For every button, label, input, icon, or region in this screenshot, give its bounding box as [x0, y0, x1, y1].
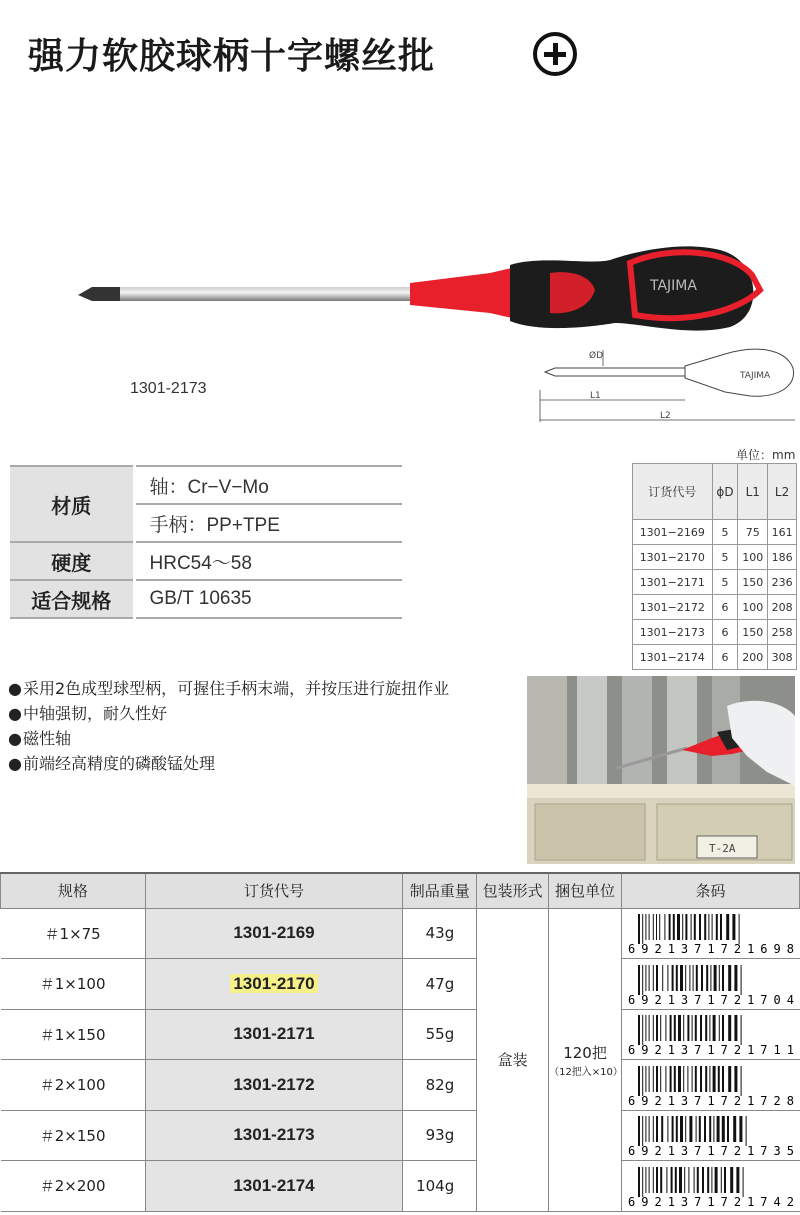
row-weight: 82g — [403, 1060, 477, 1111]
barcode-bar — [719, 1015, 720, 1041]
barcode-bar — [656, 1066, 658, 1092]
barcode-bar — [670, 1015, 672, 1041]
dim-d: 5 — [712, 570, 738, 595]
barcode-bar — [695, 1066, 697, 1092]
dim-header-d: ϕD — [712, 464, 738, 520]
barcode-bar — [687, 1066, 688, 1092]
unit-label: 单位：mm — [736, 448, 796, 462]
barcode-bar — [715, 1167, 718, 1193]
barcode-bar — [667, 1116, 668, 1142]
barcode-digits: 6921371721698 — [627, 942, 794, 957]
barcode-bar — [677, 914, 680, 940]
feature-list — [8, 676, 449, 776]
table-row — [1, 959, 800, 1010]
barcode-bar — [638, 1066, 640, 1096]
barcode-bar — [712, 914, 713, 940]
screwdriver-image — [70, 235, 770, 335]
barcode-digits: 6921371721711 — [627, 1043, 794, 1058]
barcode-bar — [739, 1116, 742, 1142]
barcode-bar — [714, 965, 717, 991]
packing-cell: 盒装 — [477, 908, 549, 1211]
drawing-brand-text: TAJIMA — [740, 371, 771, 381]
row-code: 1301-2173 — [145, 1110, 402, 1161]
row-barcode — [621, 1110, 799, 1161]
barcode-bar — [688, 1167, 689, 1193]
barcode-bar — [699, 1116, 701, 1142]
barcode-bar — [691, 914, 692, 940]
barcode-bar — [705, 1015, 707, 1041]
dim-row — [633, 520, 797, 545]
order-table — [0, 872, 800, 1212]
row-barcode — [621, 1060, 799, 1111]
barcode-bar — [659, 914, 660, 940]
dim-code: 1301−2169 — [633, 520, 713, 545]
dim-code: 1301−2171 — [633, 570, 713, 595]
barcode-bar — [678, 1066, 681, 1092]
barcode-bar — [727, 1116, 729, 1142]
barcode-bar — [704, 914, 706, 940]
barcode-bar — [656, 1167, 658, 1193]
scene-label-text: T-2A — [709, 842, 736, 855]
barcode-bar — [709, 1116, 711, 1142]
order-header-code: 订货代号 — [145, 873, 402, 908]
barcode-bar — [692, 1015, 693, 1041]
barcode-bar — [696, 1116, 697, 1142]
barcode-bar — [683, 1015, 684, 1041]
barcode-bar — [645, 1015, 646, 1041]
barcode-bar — [704, 1116, 706, 1142]
barcode-bar — [701, 965, 703, 991]
standard-label: 适合规格 — [10, 580, 134, 618]
barcode-bar — [638, 914, 640, 944]
barcode-bar — [722, 1015, 724, 1041]
barcode-bar — [685, 965, 686, 991]
row-weight: 93g — [403, 1110, 477, 1161]
barcode-bar — [675, 1167, 677, 1193]
barcode-bar — [660, 1167, 662, 1193]
barcode-bar — [676, 1116, 678, 1142]
row-code: 1301-2171 — [145, 1009, 402, 1060]
dim-l2: 208 — [768, 595, 797, 620]
page-title: 强力软胶球柄十字螺丝批 — [28, 36, 436, 77]
barcode-bar — [642, 1015, 643, 1045]
dim-row — [633, 545, 797, 570]
barcode-bar — [713, 1015, 716, 1041]
hardness-value: HRC54～58 — [134, 542, 402, 580]
barcode-bar — [693, 965, 694, 991]
barcode-bar — [713, 1116, 714, 1142]
barcode-bar — [694, 914, 696, 940]
barcode-bar — [687, 1015, 689, 1041]
dim-code: 1301−2174 — [633, 645, 713, 670]
row-barcode — [621, 908, 799, 959]
bundle-cell — [549, 908, 622, 1211]
barcode-bar — [709, 1015, 710, 1041]
barcode-bar — [645, 1167, 646, 1193]
barcode-bar — [732, 914, 735, 940]
dim-d: 6 — [712, 620, 738, 645]
row-spec: ＃1×150 — [1, 1009, 146, 1060]
barcode-bar — [700, 1066, 702, 1092]
barcode-bar — [685, 1116, 686, 1142]
barcode-bar — [642, 1066, 643, 1096]
barcode-bar — [678, 1015, 681, 1041]
barcode-bar — [683, 1066, 684, 1092]
dim-code: 1301−2173 — [633, 620, 713, 645]
barcode-bar — [689, 1116, 692, 1142]
barcode-digits: 6921371721728 — [627, 1093, 794, 1108]
order-header-bundle: 捆包单位 — [549, 873, 622, 908]
dim-row — [633, 595, 797, 620]
bundle-qty: 120把 — [563, 1043, 607, 1062]
handle-material: 手柄：PP+TPE — [134, 504, 402, 542]
row-weight: 47g — [403, 959, 477, 1010]
barcode-bar — [649, 965, 650, 991]
dim-l1: 200 — [738, 645, 768, 670]
row-weight: 104g — [403, 1161, 477, 1212]
barcode-bar — [716, 914, 718, 940]
barcode-bar — [705, 1066, 707, 1092]
barcode-bar — [710, 965, 711, 991]
row-weight: 43g — [403, 908, 477, 959]
barcode-icon — [628, 1167, 796, 1209]
dim-l2: 258 — [768, 620, 797, 645]
barcode-bar — [728, 1015, 731, 1041]
barcode-bar — [694, 1167, 695, 1193]
barcode-bar — [661, 1116, 663, 1142]
barcode-bar — [666, 1167, 667, 1193]
l1-dimension-label: L1 — [590, 391, 601, 401]
dim-l2: 236 — [768, 570, 797, 595]
barcode-bar — [674, 1066, 676, 1092]
barcode-bar — [719, 965, 720, 991]
table-row — [1, 1110, 800, 1161]
barcode-bar — [653, 1116, 654, 1142]
barcode-bar — [645, 965, 646, 991]
barcode-bar — [656, 914, 657, 940]
hardness-label: 硬度 — [10, 542, 134, 580]
highlighted-code: 1301-2170 — [230, 974, 317, 993]
dim-code: 1301−2172 — [633, 595, 713, 620]
row-code: 1301-2169 — [145, 908, 402, 959]
barcode-bar — [741, 1015, 742, 1045]
table-row — [1, 1009, 800, 1060]
row-spec: ＃2×200 — [1, 1161, 146, 1212]
barcode-bar — [739, 914, 740, 944]
barcode-bar — [696, 965, 698, 991]
barcode-bar — [649, 1167, 650, 1193]
order-header-weight: 制品重量 — [403, 873, 477, 908]
barcode-bar — [713, 1066, 716, 1092]
barcode-bar — [672, 965, 674, 991]
row-code — [145, 959, 402, 1010]
barcode-bar — [679, 1167, 682, 1193]
dim-row — [633, 645, 797, 670]
dimension-table — [632, 463, 797, 670]
dim-header-code: 订货代号 — [633, 464, 713, 520]
row-weight: 55g — [403, 1009, 477, 1060]
barcode-bar — [734, 1066, 737, 1092]
barcode-bar — [722, 1066, 724, 1092]
barcode-bar — [638, 1167, 640, 1197]
model-code: 1301-2173 — [130, 380, 207, 397]
barcode-bar — [709, 1066, 710, 1092]
barcode-digits: 6921371721742 — [627, 1194, 794, 1209]
dim-l2: 186 — [768, 545, 797, 570]
barcode-bar — [671, 1167, 673, 1193]
barcode-bar — [674, 1015, 676, 1041]
feature-item: ● 采用2色成型球型柄，可握住手柄末端，并按压进行旋扭作业 — [8, 676, 449, 701]
row-spec: ＃1×100 — [1, 959, 146, 1010]
barcode-bar — [720, 914, 722, 940]
dim-row — [633, 570, 797, 595]
barcode-bar — [649, 914, 650, 940]
dim-d: 6 — [712, 645, 738, 670]
material-label: 材质 — [10, 466, 134, 542]
barcode-bar — [660, 1015, 661, 1041]
barcode-bar — [653, 914, 654, 940]
barcode-bar — [741, 965, 742, 995]
dim-l1: 100 — [738, 595, 768, 620]
barcode-bar — [682, 914, 683, 940]
row-barcode — [621, 959, 799, 1010]
dim-l2: 308 — [768, 645, 797, 670]
barcode-bar — [670, 1066, 672, 1092]
dim-header-l1: L1 — [738, 464, 768, 520]
standard-value: GB/T 10635 — [134, 580, 402, 618]
barcode-bar — [649, 1066, 650, 1092]
dim-header-l2: L2 — [768, 464, 797, 520]
barcode-bar — [728, 965, 731, 991]
table-row — [1, 908, 800, 959]
barcode-bar — [642, 1167, 643, 1197]
dim-l1: 150 — [738, 570, 768, 595]
shaft-material: 轴：Cr−V−Mo — [134, 466, 402, 504]
barcode-bar — [665, 1015, 666, 1041]
dim-d: 5 — [712, 545, 738, 570]
row-spec: ＃1×75 — [1, 908, 146, 959]
barcode-bar — [645, 1066, 646, 1092]
barcode-bar — [717, 1116, 720, 1142]
barcode-bar — [653, 1066, 654, 1092]
barcode-bar — [692, 1066, 693, 1092]
barcode-bar — [638, 1116, 640, 1146]
barcode-bar — [685, 914, 687, 940]
barcode-bar — [724, 1167, 726, 1193]
row-barcode — [621, 1009, 799, 1060]
bundle-note: （12把入×10） — [549, 1066, 623, 1078]
order-header-packing: 包装形式 — [477, 873, 549, 908]
barcode-bar — [722, 965, 724, 991]
brand-logo-text: TAJIMA — [650, 278, 697, 294]
barcode-bar — [669, 914, 671, 940]
barcode-digits: 6921371721704 — [627, 992, 794, 1007]
barcode-bar — [638, 1015, 640, 1045]
dim-l1: 75 — [738, 520, 768, 545]
barcode-bar — [653, 1015, 654, 1041]
barcode-icon — [628, 1015, 796, 1057]
barcode-bar — [680, 1116, 683, 1142]
barcode-bar — [667, 965, 668, 991]
dim-row — [633, 620, 797, 645]
barcode-digits: 6921371721735 — [627, 1144, 794, 1159]
feature-item: ● 中轴强韧，耐久性好 — [8, 701, 449, 726]
barcode-bar — [664, 914, 665, 940]
barcode-bar — [736, 1167, 739, 1193]
barcode-bar — [695, 1015, 697, 1041]
barcode-bar — [680, 965, 683, 991]
barcode-icon — [628, 965, 796, 1007]
dim-l1: 100 — [738, 545, 768, 570]
d-dimension-label: ØD — [589, 351, 604, 361]
barcode-bar — [721, 1167, 722, 1193]
barcode-bar — [746, 1116, 747, 1146]
row-spec: ＃2×150 — [1, 1110, 146, 1161]
barcode-bar — [743, 1167, 744, 1197]
barcode-bar — [642, 914, 643, 944]
barcode-bar — [741, 1066, 742, 1096]
barcode-bar — [708, 914, 709, 940]
barcode-bar — [656, 1015, 658, 1041]
barcode-bar — [649, 1015, 650, 1041]
dim-l1: 150 — [738, 620, 768, 645]
barcode-bar — [662, 965, 663, 991]
barcode-bar — [645, 914, 646, 940]
feature-item: ● 前端经高精度的磷酸锰处理 — [8, 751, 449, 776]
barcode-icon — [628, 1066, 796, 1108]
barcode-bar — [699, 914, 701, 940]
barcode-bar — [684, 1167, 685, 1193]
order-header-spec: 规格 — [1, 873, 146, 908]
barcode-bar — [734, 965, 737, 991]
usage-scene-photo — [527, 676, 795, 864]
barcode-bar — [653, 965, 654, 991]
dim-code: 1301−2170 — [633, 545, 713, 570]
barcode-bar — [722, 1116, 725, 1142]
barcode-bar — [649, 1116, 650, 1142]
feature-item: ● 磁性轴 — [8, 726, 449, 751]
barcode-bar — [734, 1015, 737, 1041]
barcode-bar — [697, 1167, 699, 1193]
barcode-bar — [702, 1167, 704, 1193]
barcode-bar — [733, 1116, 736, 1142]
dimension-drawing — [535, 340, 800, 435]
table-row — [1, 1161, 800, 1212]
phillips-plus-icon — [533, 32, 577, 76]
row-spec: ＃2×100 — [1, 1060, 146, 1111]
barcode-bar — [728, 1066, 731, 1092]
barcode-bar — [653, 1167, 654, 1193]
table-row — [1, 1060, 800, 1111]
barcode-bar — [656, 1116, 658, 1142]
barcode-icon — [628, 914, 796, 956]
row-code: 1301-2174 — [145, 1161, 402, 1212]
barcode-bar — [660, 1066, 661, 1092]
dim-d: 6 — [712, 595, 738, 620]
barcode-bar — [711, 1167, 712, 1193]
barcode-bar — [673, 914, 675, 940]
row-barcode — [621, 1161, 799, 1212]
barcode-bar — [726, 914, 729, 940]
barcode-bar — [642, 965, 643, 995]
dim-l2: 161 — [768, 520, 797, 545]
barcode-bar — [730, 1167, 733, 1193]
barcode-bar — [707, 1167, 709, 1193]
barcode-bar — [706, 965, 708, 991]
barcode-icon — [628, 1116, 796, 1158]
barcode-bar — [645, 1116, 646, 1142]
dim-d: 5 — [712, 520, 738, 545]
l2-dimension-label: L2 — [660, 411, 671, 421]
barcode-bar — [689, 965, 690, 991]
barcode-bar — [700, 1015, 702, 1041]
barcode-bar — [676, 965, 678, 991]
barcode-bar — [665, 1066, 666, 1092]
barcode-bar — [656, 965, 658, 991]
spec-table — [10, 465, 402, 619]
barcode-bar — [718, 1066, 720, 1092]
barcode-bar — [672, 1116, 674, 1142]
barcode-bar — [638, 965, 640, 995]
barcode-bar — [642, 1116, 643, 1146]
order-header-barcode: 条码 — [621, 873, 799, 908]
row-code: 1301-2172 — [145, 1060, 402, 1111]
